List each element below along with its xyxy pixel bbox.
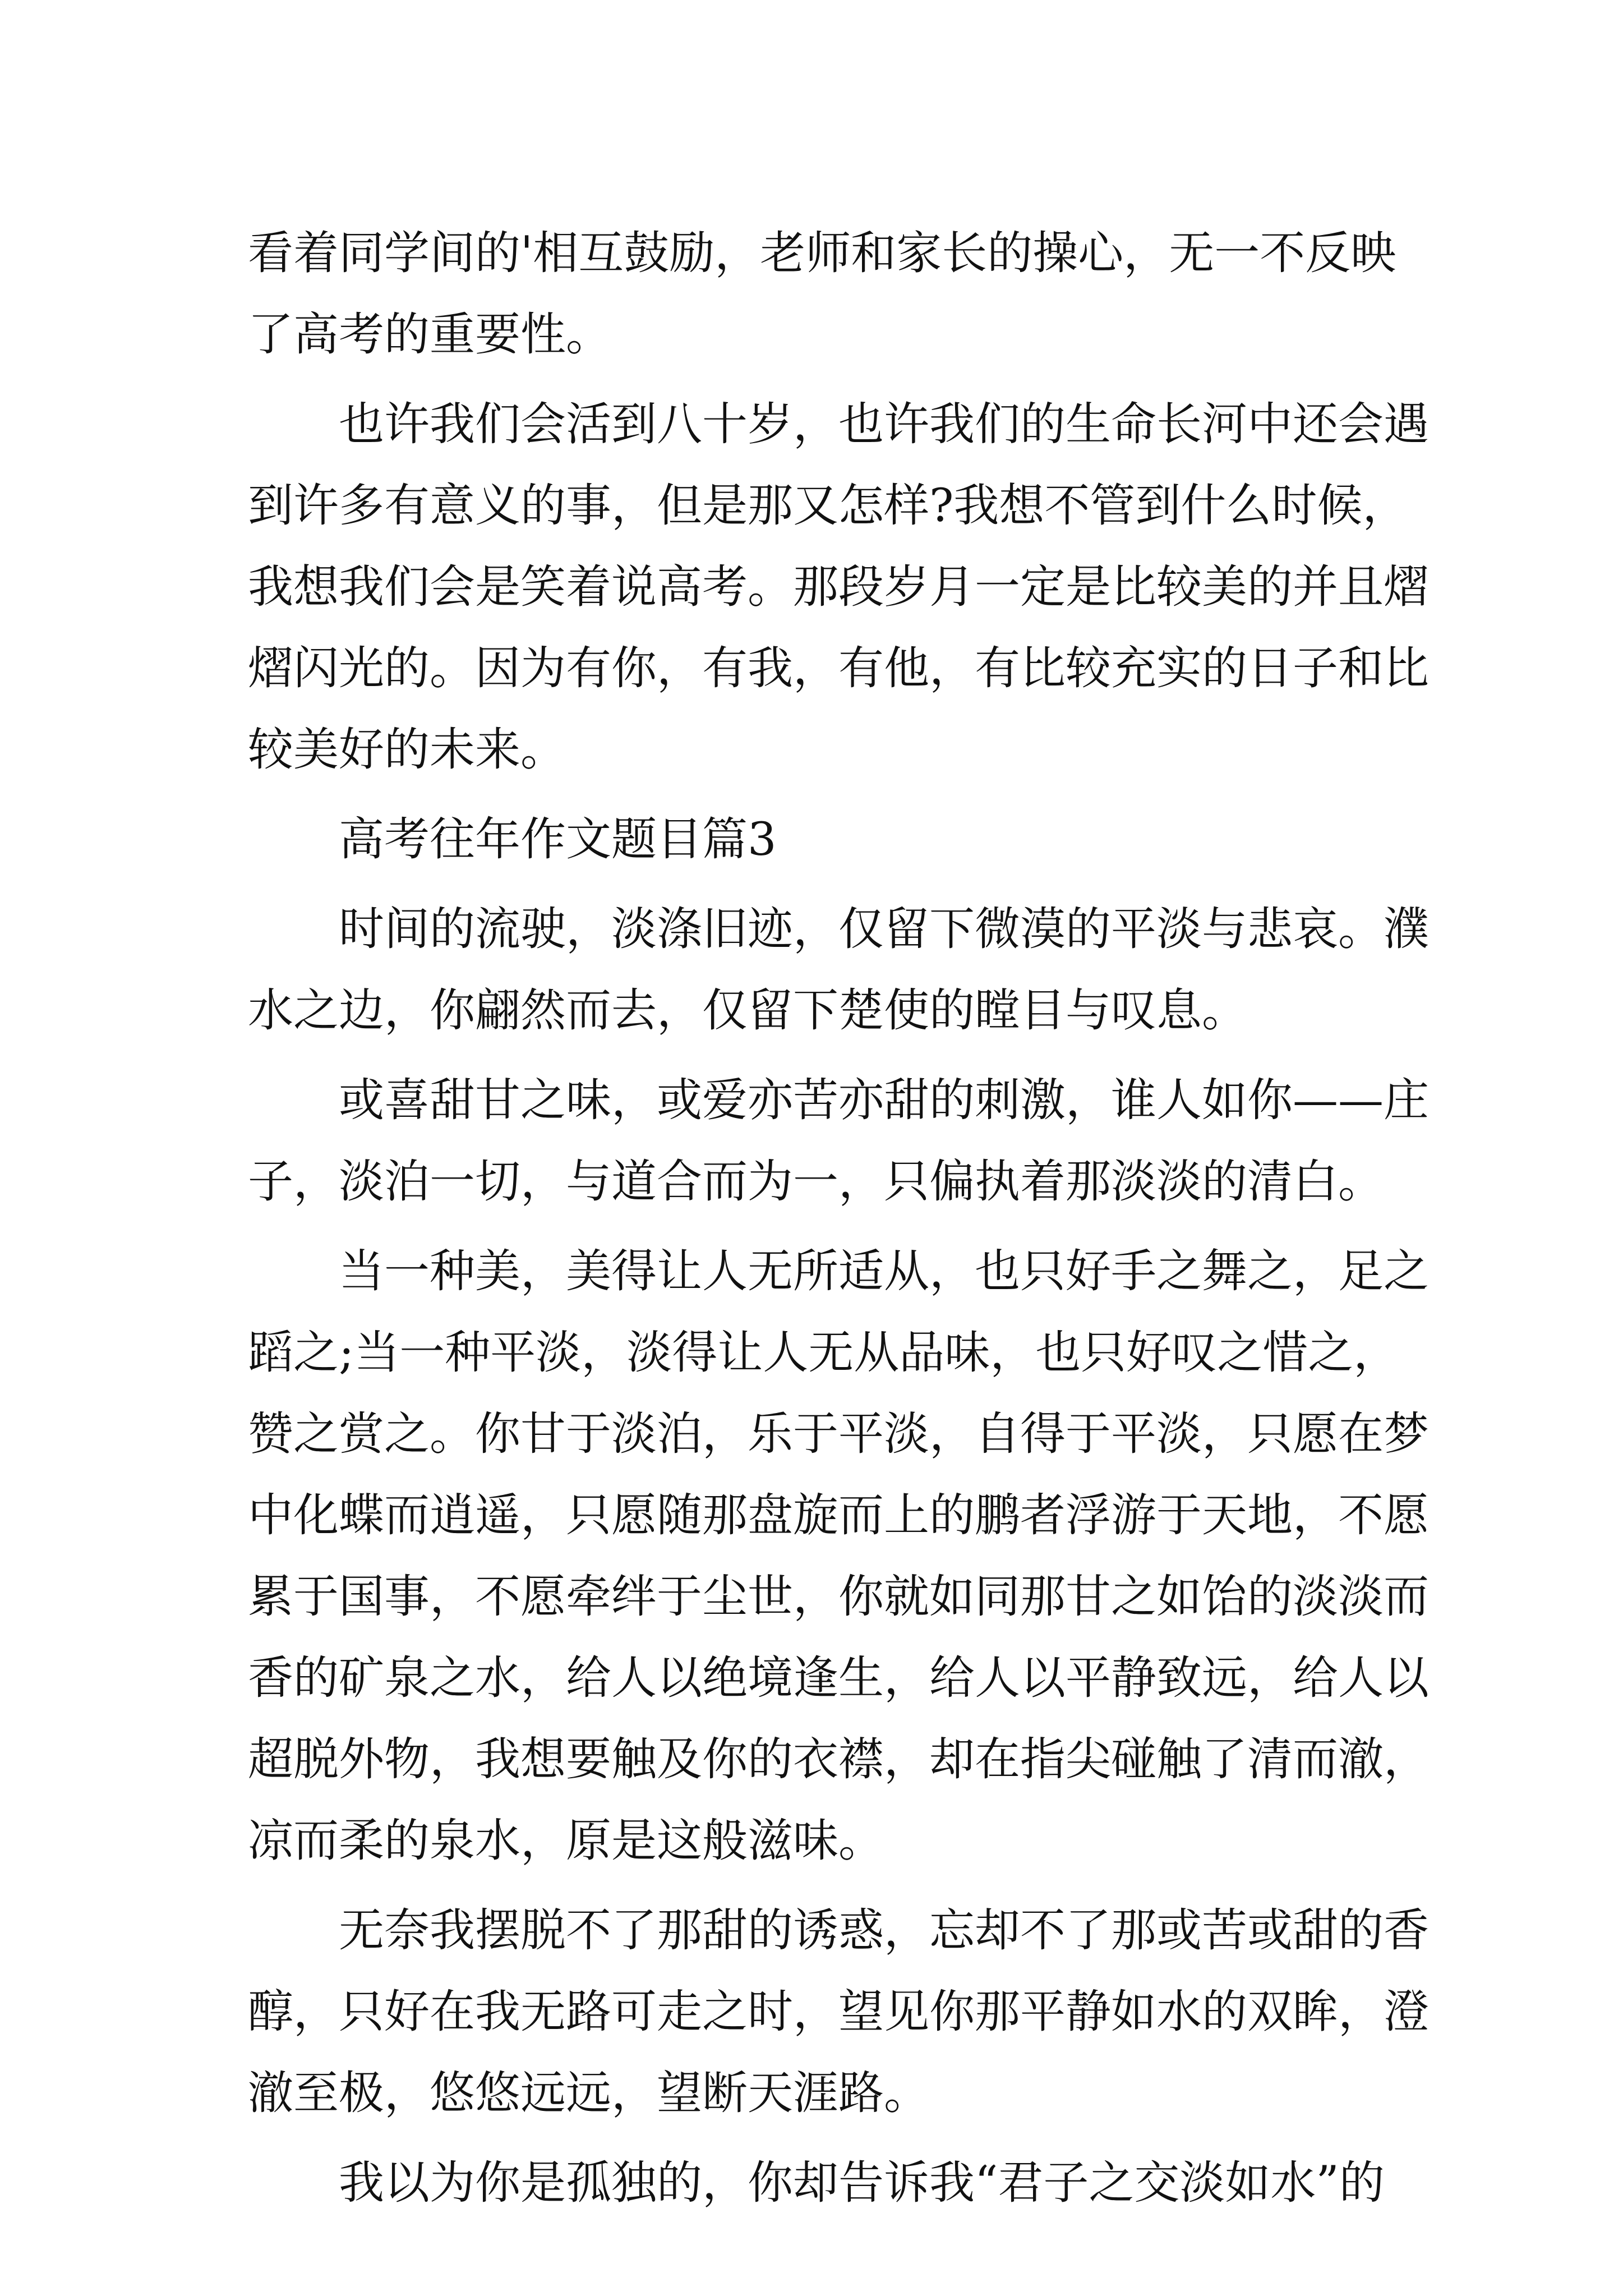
text-line: 我想我们会是笑着说高考。那段岁月一定是比较美的并且熠 <box>248 561 1430 614</box>
text-line: 子，淡泊一切，与道合而为一，只偏执着那淡淡的清白。 <box>248 1156 1384 1208</box>
paragraph <box>248 384 1430 791</box>
paragraph <box>248 2143 1385 2224</box>
paragraph <box>248 1231 1430 1882</box>
text-line: 或喜甜甘之味，或爱亦苦亦甜的刺激，谁人如你——庄 <box>339 1074 1430 1127</box>
paragraph <box>248 889 1430 1052</box>
text-line: 蹈之;当一种平淡，淡得让人无从品味，也只好叹之惜之， <box>248 1327 1399 1379</box>
text-line: 我以为你是孤独的，你却告诉我“君子之交淡如水”的 <box>339 2157 1385 2210</box>
section-title: 高考往年作文题目篇3 <box>339 813 777 866</box>
text-line: 凉而柔的泉水，原是这般滋味。 <box>248 1815 884 1867</box>
text-line: 累于国事，不愿牵绊于尘世，你就如同那甘之如饴的淡淡而 <box>248 1571 1430 1623</box>
text-line: 赞之赏之。你甘于淡泊，乐于平淡，自得于平淡，只愿在梦 <box>248 1408 1430 1461</box>
paragraph <box>248 1060 1430 1223</box>
text-line: 了高考的重要性。 <box>248 309 612 361</box>
text-line: 熠闪光的。因为有你，有我，有他，有比较充实的日子和比 <box>248 642 1430 695</box>
text-line: 无奈我摆脱不了那甜的诱惑，忘却不了那或苦或甜的香 <box>339 1904 1430 1957</box>
text-line: 澈至极，悠悠远远，望断天涯路。 <box>248 2067 930 2120</box>
section-heading <box>248 799 1381 881</box>
text-line: 当一种美，美得让人无所适从，也只好手之舞之，足之 <box>339 1245 1430 1298</box>
paragraph <box>248 1890 1430 2134</box>
text-line: 香的矿泉之水，给人以绝境逢生，给人以平静致远，给人以 <box>248 1652 1430 1705</box>
document-body <box>248 213 1430 2224</box>
text-line: 水之边，你翩然而去，仅留下楚使的瞠目与叹息。 <box>248 984 1248 1037</box>
text-line: 醇，只好在我无路可走之时，望见你那平静如水的双眸，澄 <box>248 1986 1430 2039</box>
paragraph <box>248 213 1396 376</box>
text-line: 看着同学间的'相互鼓励，老师和家长的操心，无一不反映 <box>248 227 1396 280</box>
text-line: 超脱外物，我想要触及你的衣襟，却在指尖碰触了清而澈， <box>248 1733 1430 1786</box>
text-line: 较美好的未来。 <box>248 724 566 776</box>
text-line: 中化蝶而逍遥，只愿随那盘旋而上的鹏者浮游于天地，不愿 <box>248 1489 1430 1542</box>
text-line: 到许多有意义的事，但是那又怎样?我想不管到什么时候， <box>248 480 1408 532</box>
text-line: 时间的流驶，淡涤旧迹，仅留下微漠的平淡与悲哀。濮 <box>339 903 1430 956</box>
text-line: 也许我们会活到八十岁，也许我们的生命长河中还会遇 <box>339 398 1430 451</box>
